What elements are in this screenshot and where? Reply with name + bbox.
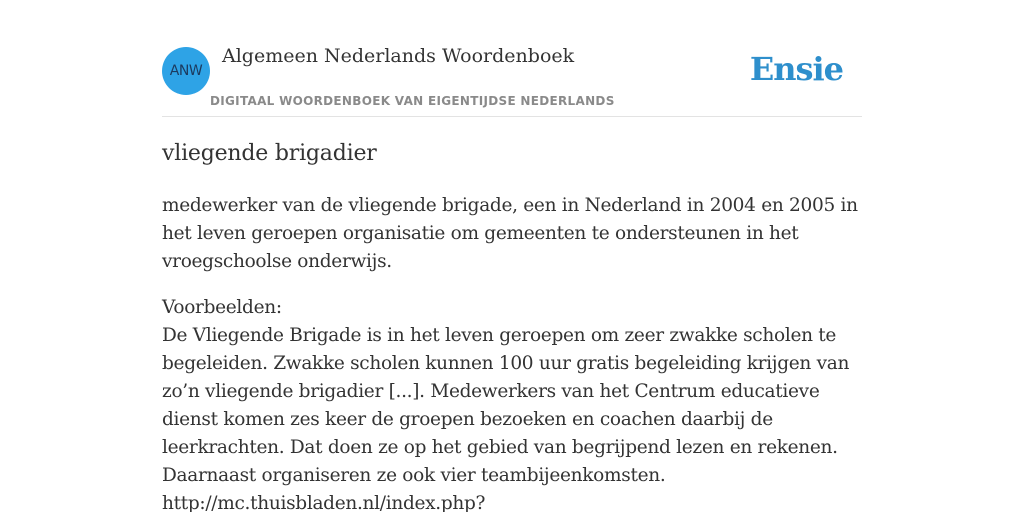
- example-text: De Vliegende Brigade is in het leven geroepen om zeer zwakke scholen te begeleiden. Zwakke scholen kunnen 100 uur gratis begeleiding krijgen van zo’n vliegende brigadier [...]. Medewerkers van het Centrum educatieve dienst komen zes keer de groepen bezoeken en coachen daarbij de leerkrachten. Dat doen ze op het gebied van begrijpend lezen en rekenen. Daarnaast organiseren ze ook vier teambijeenkomsten.: [162, 325, 850, 486]
- site-subtitle: DIGITAAL WOORDENBOEK VAN EIGENTIJDSE NEDERLANDS: [210, 94, 615, 108]
- site-title[interactable]: Algemeen Nederlands Woordenboek: [222, 45, 575, 67]
- site-header: [162, 0, 862, 117]
- entry-headword: vliegende brigadier: [162, 141, 377, 166]
- ensie-brand-logo[interactable]: Ensie: [749, 50, 843, 88]
- entry-content: [162, 138, 864, 512]
- examples-label: Voorbeelden:: [162, 297, 282, 318]
- entry-examples: [162, 294, 864, 512]
- anw-logo[interactable]: ANW: [162, 47, 210, 95]
- example-source-link[interactable]: http://mc.thuisbladen.nl/index.php?: [162, 493, 486, 512]
- entry-definition: medewerker van de vliegende brigade, een in Nederland in 2004 en 2005 in het leven geroepen organisatie om gemeenten te ondersteunen in het vroegschoolse onderwijs.: [162, 195, 858, 272]
